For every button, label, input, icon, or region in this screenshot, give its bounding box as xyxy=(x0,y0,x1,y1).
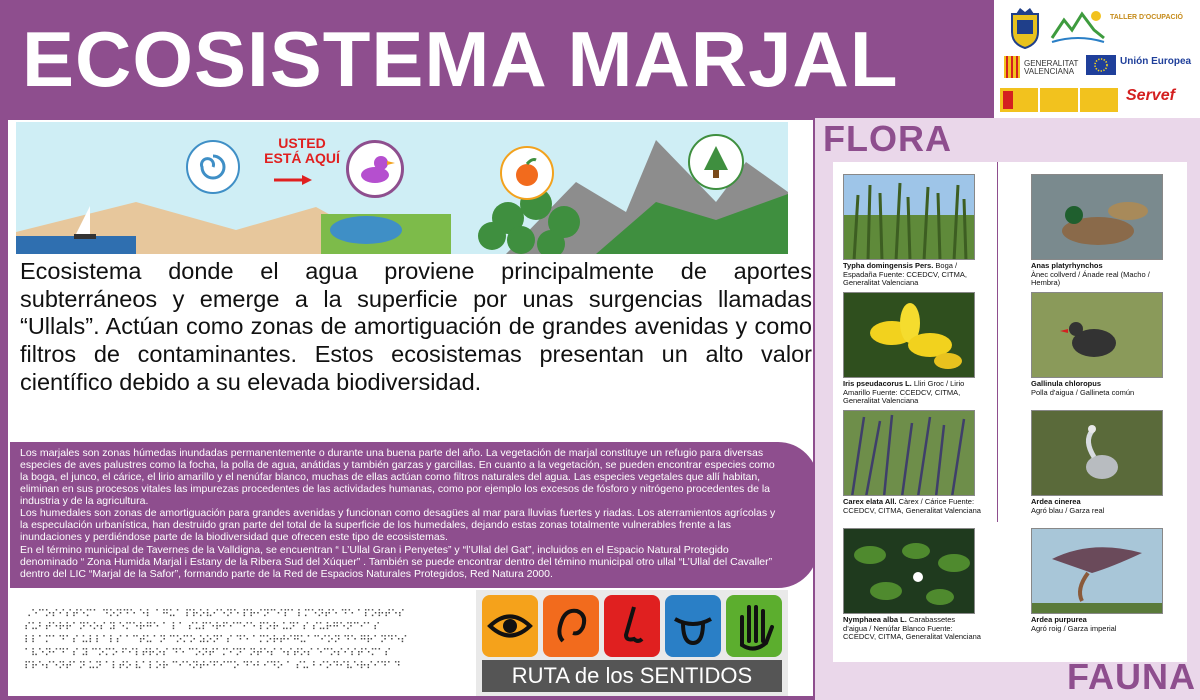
species-desc: Carabassetes d’aigua / Nenúfar Blanco Fuente: CCEDCV, CITMA, Generalitat Valenciana xyxy=(843,615,981,642)
species-name: Carex elata All. xyxy=(843,497,897,506)
mallard-photo xyxy=(1031,174,1163,260)
moorhen-photo xyxy=(1031,292,1163,378)
braille-text xyxy=(24,608,472,673)
ecosystem-banner xyxy=(16,122,788,254)
flora-caption xyxy=(843,616,981,642)
species-desc: Càrex / Cárice Fuente: CCEDCV, CITMA, Generalitat Valenciana xyxy=(843,497,981,515)
nose-icon xyxy=(604,595,660,657)
ecosystem-landscape-image xyxy=(16,122,788,254)
generalitat-logo-icon xyxy=(1004,56,1020,78)
badge-agricola xyxy=(500,146,554,200)
fauna-caption xyxy=(1031,616,1169,633)
ear-icon xyxy=(543,595,599,657)
fauna-card xyxy=(1031,174,1169,288)
fauna-card xyxy=(1031,410,1169,515)
species-desc: Agró roig / Garza imperial xyxy=(1031,623,1117,633)
braille-line: ⠏⠗⠑⠎⠑⠝⠞⠁⠝ ⠥⠝ ⠁⠇⠞⠕ ⠧⠁⠇⠕⠗ ⠉⠊⠑⠝⠞⠊⠋⠊⠉⠕ ⠙⠑⠃⠊⠙⠕ ⠁ ⠎⠥ ⠃⠊⠕⠙⠊⠧⠑⠗⠎⠊⠙⠁⠙ xyxy=(24,661,401,672)
tree-icon xyxy=(690,136,742,188)
species-name: Ardea cinerea xyxy=(1031,497,1081,506)
grey-heron-photo xyxy=(1031,410,1163,496)
flora-caption xyxy=(843,262,981,288)
orange-icon xyxy=(502,148,552,198)
main-description: Ecosistema donde el agua proviene principalmente de aportes subterráneos y emerge a la superficie por unas surgencias llamadas “Ullals”. Actúan como zonas de amortiguación de grandes avenidas y como filtros de contaminantes. Estos ecosistemas presentan un alto valor científico debido a su elevada biodiversidad. xyxy=(20,258,812,395)
nymphaea-photo xyxy=(843,528,975,614)
species-desc: Boga / Espadaña Fuente: CCEDCV, CITMA, Generalitat Valenciana xyxy=(843,261,967,288)
badge-marjal xyxy=(346,140,404,198)
servef-logo-text: Servef xyxy=(1126,87,1175,104)
braille-line: ⠎⠥⠃⠞⠑⠗⠗⠁⠝⠑⠕⠎ ⠽ ⠑⠍⠑⠗⠛⠑ ⠁ ⠇⠁ ⠎⠥⠏⠑⠗⠋⠊⠉⠊⠑ ⠏⠕⠗ ⠥⠝⠁⠎ ⠎⠥⠗⠛⠑⠝⠉⠊⠁⠎ xyxy=(24,622,380,633)
flora-card xyxy=(843,410,981,515)
fauna-caption xyxy=(1031,380,1169,397)
species-desc: Agró blau / Garza real xyxy=(1031,505,1105,515)
sponsor-logos xyxy=(990,0,1200,118)
species-name: Gallinula chloropus xyxy=(1031,379,1102,388)
fauna-caption xyxy=(1031,262,1169,288)
info-box xyxy=(10,442,818,588)
purple-heron-photo xyxy=(1031,528,1163,614)
carex-photo xyxy=(843,410,975,496)
fauna-title: FAUNA xyxy=(1067,656,1196,697)
main-content xyxy=(8,120,813,696)
fauna-card xyxy=(1031,528,1169,633)
generalitat-logo-text: GENERALITAT VALENCIANA xyxy=(1024,59,1079,77)
senses-route-logo xyxy=(476,590,788,696)
braille-line: ⠇⠇⠁⠍⠁⠙⠁⠎ ⠥⠇⠇⠁⠇⠎ ⠁⠉⠞⠥⠁⠝ ⠉⠕⠍⠕ ⠵⠕⠝⠁⠎ ⠙⠑ ⠁⠍⠕⠗⠞⠊⠛⠥⠁⠉⠊⠕⠝ ⠙⠑ ⠛⠗⠁⠝⠙⠑⠎ xyxy=(24,635,408,646)
species-name: Nymphaea alba L. xyxy=(843,615,907,624)
here-label-line1: USTED xyxy=(278,135,326,151)
flora-caption xyxy=(843,498,981,515)
fauna-card xyxy=(1031,292,1169,397)
species-desc: Lliri Groc / Lirio Amarillo Fuente: CCEDCV, CITMA, Generalitat Valenciana xyxy=(843,379,965,406)
here-label-line2: ESTÁ AQUÍ xyxy=(264,149,340,166)
species-name: Typha domingensis Pers. xyxy=(843,261,934,270)
species-panel xyxy=(815,118,1200,700)
flora-card xyxy=(843,174,981,288)
braille-line: ⠠⠑⠉⠕⠎⠊⠎⠞⠑⠍⠁ ⠙⠕⠝⠙⠑ ⠑⠇ ⠁⠛⠥⠁ ⠏⠗⠕⠧⠊⠑⠝⠑ ⠏⠗⠊⠝⠉⠊⠏⠁⠇⠍⠑⠝⠞⠑ ⠙⠑ ⠁⠏⠕⠗⠞⠑⠎ xyxy=(24,609,405,620)
flora-card xyxy=(843,292,981,406)
wave-icon xyxy=(188,142,238,192)
info-paragraph: Los marjales son zonas húmedas inundadas permanentemente o durante una buena parte del año. La vegetación de marjal constituye un refugio para diversas especies de aves palustres como la focha, la polla de agua, anátidas y también garzas y garcillas. En cuanto a la vegetación, se pueden encontrar especies como la boga, el junco, el cárice, el lirio amarillo y el nenúfar blanco, muchas de ellas actúan como filtros naturales del agua. Las especies vegetales que allí habitan, eliminan en sus procesos vitales las impurezas procedentes de las actividades humanas, como por ejemplo los excesos de fósforo y nitrógeno procedentes de la industria y de la agricultura. xyxy=(20,447,775,508)
duck-icon xyxy=(349,143,401,195)
page-title: ECOSISTEMA MARJAL xyxy=(22,15,899,103)
hand-icon xyxy=(726,595,782,657)
flora-card xyxy=(843,528,981,642)
info-paragraph: Los humedales son zonas de amortiguación para grandes avenidas y funcionan como desagües al mar para lluvias fuertes y riadas. Los aterramientos agrícolas y la especulación urbanística, han destruido gran parte del total de la superficie de los humedales, dejando estas zonas totalmente vulnerables frente a las inundaciones y perdiéndose parte de la biodiversidad que ofrecen este tipo de ecosistemas. xyxy=(20,507,776,544)
here-label xyxy=(264,136,340,165)
badge-forestal xyxy=(688,134,744,190)
column-divider xyxy=(997,162,998,522)
species-name: Iris pseudacorus L. xyxy=(843,379,912,388)
taller-subtext xyxy=(1110,24,1200,29)
eu-logo-text: Unión Europea xyxy=(1120,56,1192,67)
mountains-logo-icon xyxy=(1050,8,1106,46)
species-name: Ardea purpurea xyxy=(1031,615,1087,624)
tavernes-crest-icon xyxy=(1008,6,1042,50)
tongue-icon xyxy=(665,595,721,657)
badge-dunar xyxy=(186,140,240,194)
title-bar xyxy=(8,8,983,108)
species-desc: Ànec collverd / Ánade real (Macho / Hembra) xyxy=(1031,269,1150,288)
iris-photo xyxy=(843,292,975,378)
braille-line: ⠁⠧⠑⠝⠊⠙⠁⠎ ⠽ ⠉⠕⠍⠕ ⠋⠊⠇⠞⠗⠕⠎ ⠙⠑ ⠉⠕⠝⠞⠁⠍⠊⠝⠁⠝⠞⠑⠎ ⠑⠎⠞⠕⠎ ⠑⠉⠕⠎⠊⠎⠞⠑⠍⠁⠎ xyxy=(24,648,391,659)
senses-route-label: RUTA de los SENTIDOS xyxy=(482,660,782,692)
species-cards xyxy=(833,162,1187,662)
fauna-caption xyxy=(1031,498,1169,515)
info-paragraph: En el término municipal de Tavernes de la Valldigna, se encuentran “ L’Ullal Gran i Penyetes” y “l’Ullal del Gat”, incluidos en el Espacio Natural Protegido denominado “ Zona Humida Marjal i Estany de la Ribera Sud del Xúquer” . También se puede encontrar dentro del témino municipal otro ullal “L’Ullal del Cavaller” dentro del LIC “Marjal de la Safor”, formando parte de la Red de Espacios Naturales Protegidos, Red Natura 2000. xyxy=(20,543,773,580)
spain-gov-logo-icon xyxy=(1000,88,1118,112)
taller-logo-text: TALLER D'OCUPACIÓ xyxy=(1110,14,1183,21)
eye-icon xyxy=(482,595,538,657)
flora-title: FLORA xyxy=(823,118,952,159)
species-desc: Polla d'aigua / Gallineta común xyxy=(1031,387,1135,397)
typha-photo xyxy=(843,174,975,260)
species-name: Anas platyrhynchos xyxy=(1031,261,1103,270)
eu-flag-icon xyxy=(1086,55,1116,75)
flora-caption xyxy=(843,380,981,406)
